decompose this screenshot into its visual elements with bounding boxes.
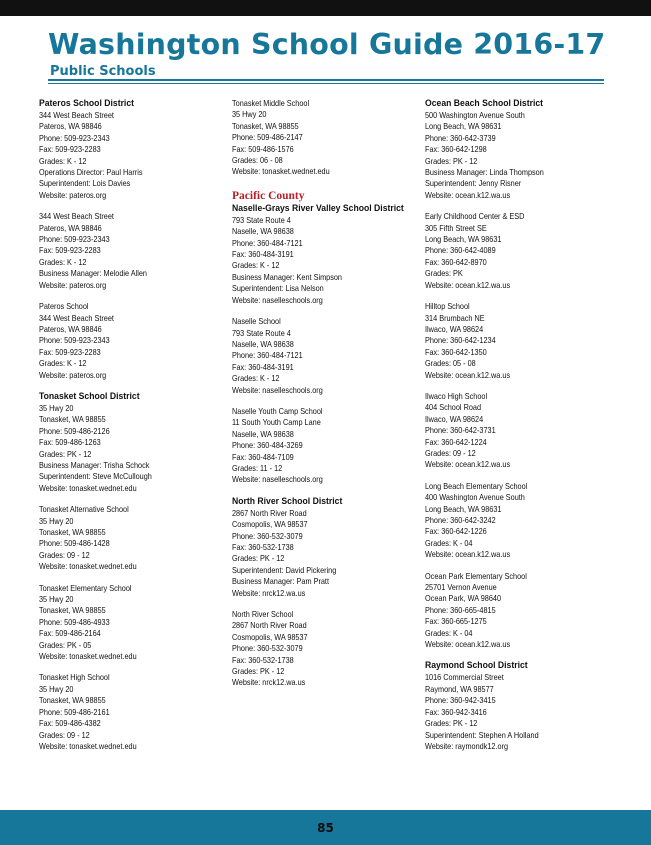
entry-line: Fax: 360-642-1350 bbox=[425, 346, 487, 357]
school-entry bbox=[232, 316, 422, 396]
entry-line: Tonasket, WA 98855 bbox=[232, 120, 299, 131]
entry-line: Fax: 360-484-7109 bbox=[232, 451, 294, 462]
entry-line: Fax: 509-486-1576 bbox=[232, 143, 294, 154]
entry-line: Operations Director: Paul Harris bbox=[39, 167, 143, 178]
entry-line: Grades: PK bbox=[425, 268, 463, 279]
entry-line: Website: tonasket.wednet.edu bbox=[39, 561, 137, 572]
district-entry bbox=[232, 190, 422, 306]
entry-line: Fax: 509-923-2283 bbox=[39, 144, 101, 155]
entry-line: Grades: K - 04 bbox=[425, 537, 473, 548]
entry-line: 11 South Youth Camp Lane bbox=[232, 417, 321, 428]
entry-line: 793 State Route 4 bbox=[232, 214, 291, 225]
entry-line: Pateros, WA 98846 bbox=[39, 222, 102, 233]
entry-line: Website: pateros.org bbox=[39, 369, 107, 380]
entry-line: Tonasket, WA 98855 bbox=[39, 414, 106, 425]
entry-line: Website: ocean.k12.wa.us bbox=[425, 279, 511, 290]
entry-line: 404 School Road bbox=[425, 402, 482, 413]
district-entry bbox=[232, 496, 422, 599]
entry-line: Grades: K - 12 bbox=[39, 256, 87, 267]
entry-line: 793 State Route 4 bbox=[232, 327, 291, 338]
entry-line: Long Beach, WA 98631 bbox=[425, 234, 502, 245]
entry-line: Website: naselleschools.org bbox=[232, 474, 323, 485]
directory-column-2 bbox=[232, 98, 422, 699]
district-heading: Tonasket School District bbox=[39, 390, 140, 402]
entry-line: Grades: PK - 12 bbox=[232, 666, 285, 677]
district-heading: Naselle-Grays River Valley School District bbox=[232, 202, 404, 214]
entry-line: Tonasket, WA 98855 bbox=[39, 527, 106, 537]
entry-line: 2867 North River Road bbox=[232, 620, 307, 631]
directory-column-1 bbox=[39, 98, 229, 762]
entry-line: 344 West Beach Street bbox=[39, 211, 114, 222]
entry-line: Cosmopolis, WA 98537 bbox=[232, 631, 308, 642]
entry-line: Phone: 509-486-2161 bbox=[39, 706, 110, 717]
entry-line: Tonasket, WA 98855 bbox=[39, 695, 106, 706]
entry-line: Grades: 09 - 12 bbox=[39, 729, 90, 740]
entry-line: Early Childhood Center & ESD bbox=[425, 211, 525, 222]
district-heading: Pateros School District bbox=[39, 98, 135, 109]
entry-line: Phone: 360-642-4089 bbox=[425, 245, 496, 256]
school-entry bbox=[232, 406, 422, 486]
entry-line: Phone: 360-642-3242 bbox=[425, 515, 496, 525]
school-entry bbox=[425, 301, 615, 381]
entry-line: Website: tonasket.wednet.edu bbox=[39, 651, 137, 662]
school-entry bbox=[39, 301, 229, 381]
entry-line: Grades: 11 - 12 bbox=[232, 462, 283, 473]
entry-line: Website: tonasket.wednet.edu bbox=[232, 166, 330, 177]
entry-line: Long Beach Elementary School bbox=[425, 480, 528, 491]
entry-line: Business Manager: Trisha Schock bbox=[39, 459, 150, 470]
entry-line: Superintendent: Steve McCullough bbox=[39, 471, 152, 482]
entry-line: Naselle, WA 98638 bbox=[232, 226, 294, 237]
footer-bar bbox=[0, 810, 651, 845]
entry-line: Grades: PK - 12 bbox=[425, 155, 478, 166]
entry-line: Fax: 360-484-3191 bbox=[232, 249, 294, 260]
entry-line: Fax: 360-484-3191 bbox=[232, 361, 294, 372]
school-entry bbox=[425, 481, 615, 561]
entry-line: Website: pateros.org bbox=[39, 189, 107, 200]
district-heading: Ocean Beach School District bbox=[425, 98, 544, 109]
entry-line: Tonasket High School bbox=[39, 672, 110, 683]
entry-line: Website: ocean.k12.wa.us bbox=[425, 189, 511, 200]
entry-line: Business Manager: Melodie Allen bbox=[39, 268, 147, 279]
entry-line: Fax: 360-942-3416 bbox=[425, 706, 487, 717]
page-title: Washington School Guide 2016-17 bbox=[48, 28, 606, 61]
entry-line: Long Beach, WA 98631 bbox=[425, 121, 502, 132]
entry-line: Grades: K - 12 bbox=[39, 358, 87, 369]
entry-line: Grades: 09 - 12 bbox=[425, 447, 476, 458]
school-entry bbox=[425, 391, 615, 471]
district-heading: Raymond School District bbox=[425, 660, 528, 672]
header-rule bbox=[48, 79, 604, 81]
entry-line: 344 West Beach Street bbox=[39, 110, 114, 120]
entry-line: Phone: 360-484-7121 bbox=[232, 237, 303, 248]
entry-line: Fax: 509-923-2283 bbox=[39, 245, 101, 256]
entry-line: Fax: 509-923-2283 bbox=[39, 346, 101, 357]
entry-line: Website: ocean.k12.wa.us bbox=[425, 549, 511, 560]
entry-line: Business Manager: Linda Thompson bbox=[425, 167, 544, 178]
entry-line: 35 Hwy 20 bbox=[39, 683, 74, 694]
entry-line: Grades: PK - 12 bbox=[232, 553, 285, 564]
entry-line: Ocean Park, WA 98640 bbox=[425, 593, 502, 604]
entry-line: 25701 Vernon Avenue bbox=[425, 582, 497, 593]
entry-line: Website: nrck12.wa.us bbox=[232, 587, 306, 598]
entry-line: Tonasket, WA 98855 bbox=[39, 605, 106, 616]
top-bar bbox=[0, 0, 651, 16]
entry-line: 500 Washington Avenue South bbox=[425, 110, 525, 120]
entry-line: Phone: 509-486-2147 bbox=[232, 132, 303, 143]
entry-line: Phone: 509-923-2343 bbox=[39, 335, 110, 346]
entry-line: Fax: 509-486-4382 bbox=[39, 718, 101, 729]
entry-line: Phone: 509-923-2343 bbox=[39, 132, 110, 143]
entry-line: 35 Hwy 20 bbox=[39, 402, 74, 413]
entry-line: Ilwaco, WA 98624 bbox=[425, 413, 484, 424]
entry-line: Superintendent: Lisa Nelson bbox=[232, 283, 324, 294]
county-heading: Pacific County bbox=[232, 189, 305, 202]
entry-line: 344 West Beach Street bbox=[39, 312, 114, 323]
school-entry bbox=[425, 571, 615, 651]
entry-line: Website: pateros.org bbox=[39, 279, 107, 290]
entry-line: Website: ocean.k12.wa.us bbox=[425, 369, 511, 380]
page-number: 85 bbox=[317, 821, 334, 835]
entry-line: Ilwaco High School bbox=[425, 390, 488, 401]
section-subtitle: Public Schools bbox=[50, 64, 156, 79]
school-entry bbox=[39, 211, 229, 291]
district-entry bbox=[425, 98, 615, 201]
entry-line: Superintendent: Jenny Risner bbox=[425, 178, 522, 189]
entry-line: Grades: 05 - 08 bbox=[425, 358, 476, 369]
entry-line: Fax: 360-642-8970 bbox=[425, 256, 487, 267]
entry-line: Phone: 360-484-7121 bbox=[232, 350, 303, 361]
entry-line: Fax: 360-642-1298 bbox=[425, 144, 487, 155]
school-entry bbox=[39, 504, 229, 572]
school-entry bbox=[232, 98, 422, 178]
entry-line: Grades: K - 12 bbox=[232, 373, 280, 384]
entry-line: 35 Hwy 20 bbox=[232, 109, 267, 120]
entry-line: Website: ocean.k12.wa.us bbox=[425, 459, 511, 470]
entry-line: Naselle School bbox=[232, 316, 281, 327]
entry-line: Pateros School bbox=[39, 301, 89, 312]
entry-line: Pateros, WA 98846 bbox=[39, 121, 102, 132]
entry-line: Grades: 06 - 08 bbox=[232, 155, 283, 166]
entry-line: Grades: K - 04 bbox=[425, 627, 473, 638]
entry-line: Hilltop School bbox=[425, 301, 470, 312]
entry-line: Phone: 509-486-1428 bbox=[39, 538, 110, 549]
entry-line: Grades: PK - 12 bbox=[39, 448, 92, 459]
entry-line: Phone: 509-486-4933 bbox=[39, 616, 110, 627]
school-entry bbox=[39, 672, 229, 752]
entry-line: Tonasket Alternative School bbox=[39, 504, 129, 515]
entry-line: Tonasket Middle School bbox=[232, 98, 310, 108]
entry-line: 35 Hwy 20 bbox=[39, 515, 74, 526]
entry-line: 35 Hwy 20 bbox=[39, 594, 74, 605]
entry-line: 314 Brumbach NE bbox=[425, 312, 485, 323]
entry-line: Website: tonasket.wednet.edu bbox=[39, 740, 137, 751]
entry-line: Fax: 360-665-1275 bbox=[425, 616, 487, 627]
entry-line: Website: raymondk12.org bbox=[425, 740, 509, 751]
entry-line: Fax: 360-532-1738 bbox=[232, 654, 294, 665]
entry-line: Phone: 360-642-3731 bbox=[425, 425, 496, 436]
school-entry bbox=[232, 609, 422, 689]
entry-line: Phone: 360-484-3269 bbox=[232, 440, 303, 451]
entry-line: Phone: 360-665-4815 bbox=[425, 604, 496, 615]
entry-line: Grades: K - 12 bbox=[232, 260, 280, 271]
header-rule-thin bbox=[48, 83, 604, 84]
entry-line: Cosmopolis, WA 98537 bbox=[232, 519, 308, 530]
entry-line: Naselle, WA 98638 bbox=[232, 428, 294, 439]
entry-line: Fax: 509-486-2164 bbox=[39, 628, 101, 639]
district-entry bbox=[39, 98, 229, 201]
entry-line: Phone: 509-486-2126 bbox=[39, 425, 110, 436]
entry-line: Tonasket Elementary School bbox=[39, 582, 132, 593]
entry-line: Superintendent: Stephen A Holland bbox=[425, 729, 539, 740]
school-entry bbox=[39, 583, 229, 663]
entry-line: Website: ocean.k12.wa.us bbox=[425, 639, 511, 650]
entry-line: Fax: 360-642-1226 bbox=[425, 526, 487, 537]
entry-line: Fax: 509-486-1263 bbox=[39, 437, 101, 448]
entry-line: Phone: 360-942-3415 bbox=[425, 695, 496, 706]
entry-line: Ilwaco, WA 98624 bbox=[425, 323, 484, 334]
entry-line: Website: naselleschools.org bbox=[232, 384, 323, 395]
entry-line: Business Manager: Kent Simpson bbox=[232, 271, 342, 282]
entry-line: Fax: 360-642-1224 bbox=[425, 436, 487, 447]
entry-line: Phone: 360-532-3079 bbox=[232, 530, 303, 541]
entry-line: Naselle, WA 98638 bbox=[232, 338, 294, 349]
entry-line: Website: naselleschools.org bbox=[232, 294, 323, 305]
entry-line: Business Manager: Pam Pratt bbox=[232, 576, 329, 587]
entry-line: Pateros, WA 98846 bbox=[39, 323, 102, 334]
entry-line: Superintendent: Lois Davies bbox=[39, 178, 131, 189]
entry-line: Phone: 509-923-2343 bbox=[39, 234, 110, 245]
entry-line: Naselle Youth Camp School bbox=[232, 405, 323, 416]
entry-line: Grades: PK - 05 bbox=[39, 639, 92, 650]
district-heading: North River School District bbox=[232, 495, 343, 507]
entry-line: Phone: 360-532-3079 bbox=[232, 643, 303, 654]
entry-line: Grades: PK - 12 bbox=[425, 718, 478, 729]
district-entry bbox=[39, 391, 229, 494]
entry-line: Raymond, WA 98577 bbox=[425, 683, 494, 694]
directory-column-3 bbox=[425, 98, 615, 762]
entry-line: Phone: 360-642-1234 bbox=[425, 335, 496, 346]
entry-line: Phone: 360-642-3739 bbox=[425, 132, 496, 143]
entry-line: 1016 Commercial Street bbox=[425, 672, 504, 683]
entry-line: 2867 North River Road bbox=[232, 507, 307, 518]
entry-line: Website: tonasket.wednet.edu bbox=[39, 482, 137, 493]
entry-line: Grades: K - 12 bbox=[39, 155, 87, 166]
entry-line: Long Beach, WA 98631 bbox=[425, 503, 502, 514]
entry-line: 400 Washington Avenue South bbox=[425, 492, 525, 503]
entry-line: Superintendent: David Pickering bbox=[232, 564, 337, 575]
entry-line: Website: nrck12.wa.us bbox=[232, 677, 306, 688]
entry-line: North River School bbox=[232, 609, 294, 620]
entry-line: Ocean Park Elementary School bbox=[425, 570, 527, 581]
entry-line: Grades: 09 - 12 bbox=[39, 549, 90, 560]
entry-line: 305 Fifth Street SE bbox=[425, 222, 487, 233]
school-entry bbox=[425, 211, 615, 291]
entry-line: Fax: 360-532-1738 bbox=[232, 542, 294, 552]
district-entry bbox=[425, 660, 615, 752]
